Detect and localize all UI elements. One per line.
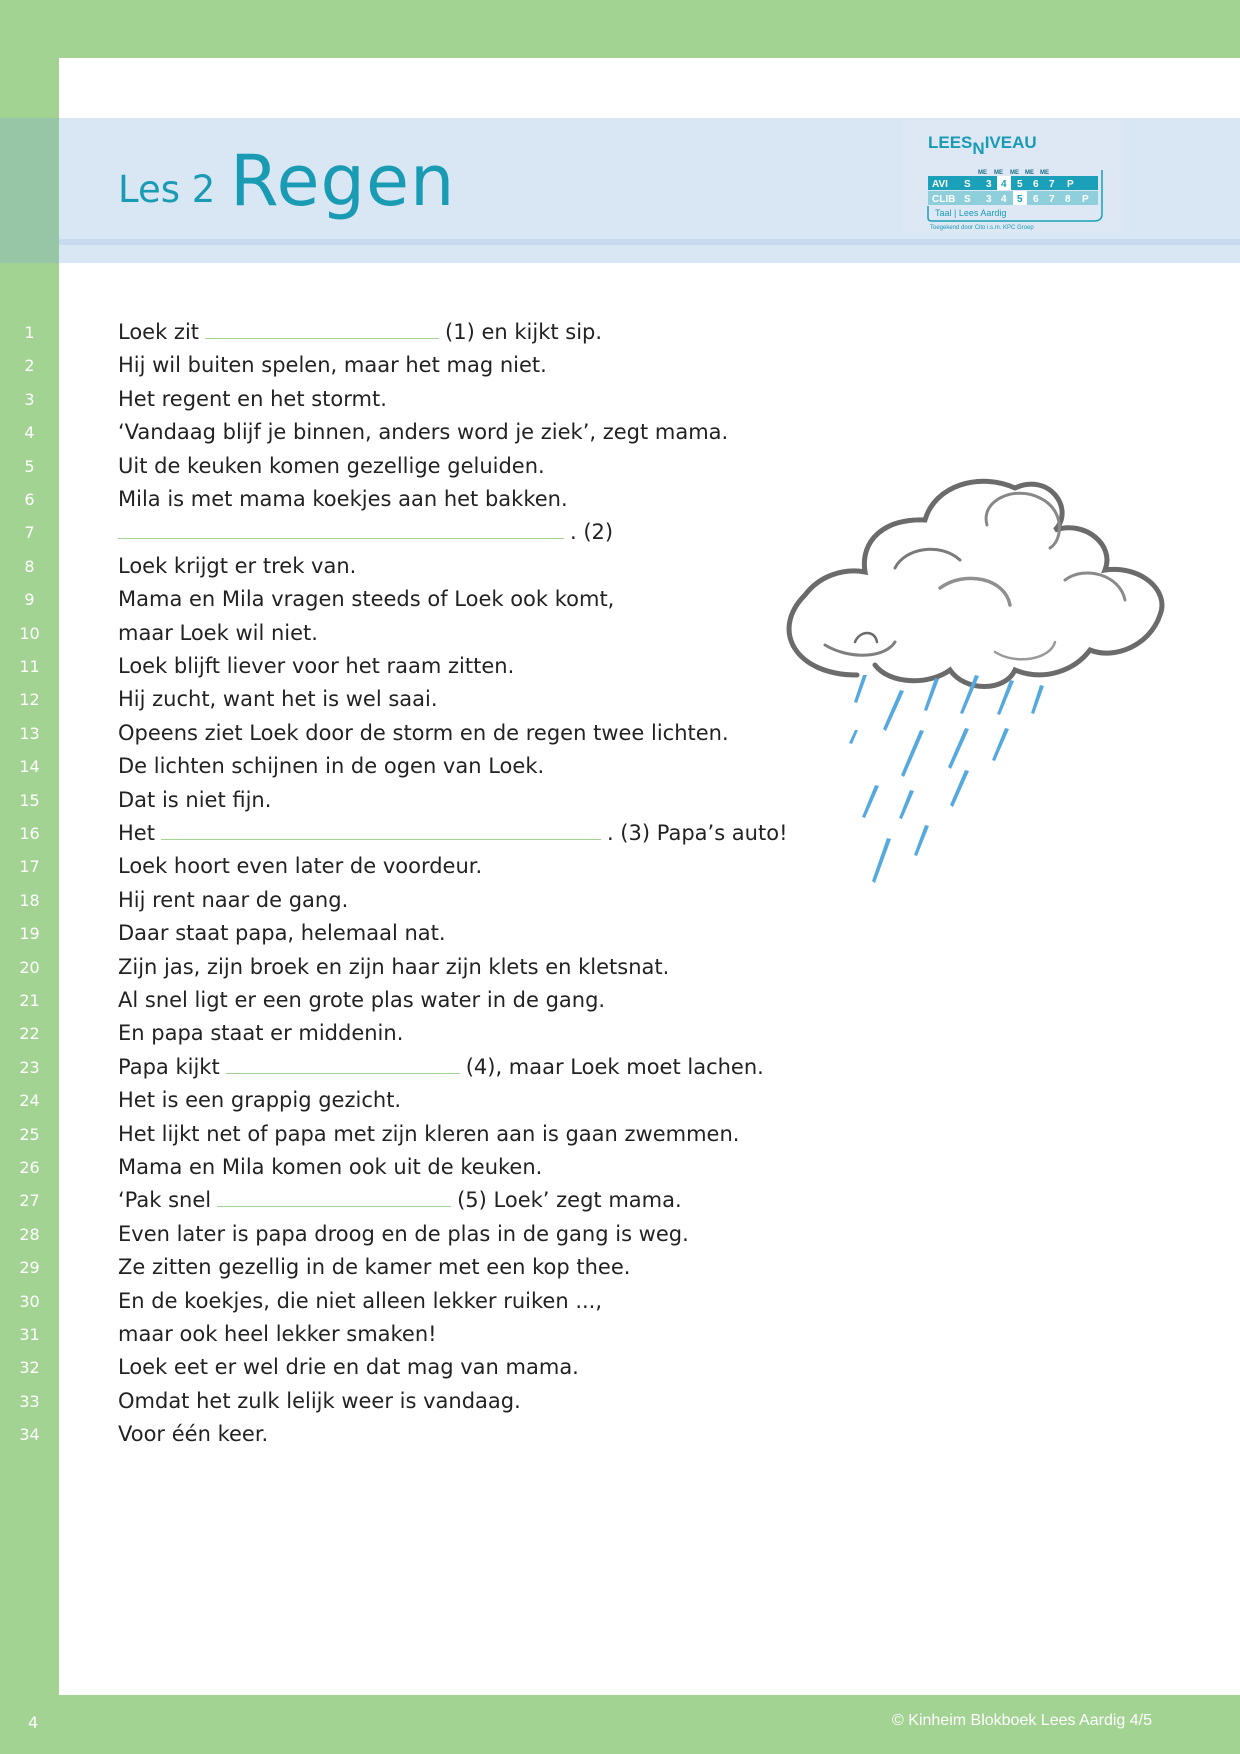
line-number: 11 bbox=[19, 657, 40, 676]
story-line: Even later is papa droog en de plas in de gang is weg. bbox=[118, 1221, 689, 1246]
line-number: 28 bbox=[19, 1224, 40, 1244]
badge-clib-p: P bbox=[1082, 194, 1089, 205]
line-number: 1 bbox=[24, 323, 35, 342]
line-number: 22 bbox=[19, 1024, 40, 1044]
badge-clib-5: 5 bbox=[1017, 194, 1023, 205]
story-line: Het regent en het stormt. bbox=[118, 386, 387, 411]
badge-clib-8: 8 bbox=[1065, 194, 1071, 205]
story-line: Loek hoort even later de voordeur. bbox=[118, 854, 483, 879]
story-line-text: ‘Pak snel bbox=[118, 1188, 212, 1213]
story-line: Hij rent naar de gang. bbox=[118, 887, 349, 912]
line-number: 6 bbox=[24, 490, 35, 509]
badge-me-4: ME bbox=[1040, 170, 1049, 176]
story-line: Daar staat papa, helemaal nat. bbox=[118, 921, 446, 946]
story-line-text: Loek zit bbox=[118, 320, 200, 344]
story-line: Loek eet er wel drie en dat mag van mama. bbox=[118, 1355, 579, 1380]
story-line: En de koekjes, die niet alleen lekker ruiken ..., bbox=[118, 1288, 603, 1313]
story-line bbox=[118, 316, 602, 349]
story-line: Loek blijft liever voor het raam zitten. bbox=[118, 654, 515, 678]
story-line-text: (1) en kijkt sip. bbox=[445, 320, 603, 344]
lesson-title: Regen bbox=[230, 140, 456, 222]
line-number: 5 bbox=[24, 456, 35, 476]
header-stripe bbox=[59, 239, 1240, 245]
story-line: Al snel ligt er een grote plas water in de gang. bbox=[118, 988, 606, 1012]
story-line: Loek krijgt er trek van. bbox=[118, 553, 357, 578]
badge-clib-3: 3 bbox=[986, 194, 992, 205]
story-line: Uit de keuken komen gezellige geluiden. bbox=[118, 453, 545, 478]
badge-clib-s: S bbox=[964, 194, 971, 205]
leesniveau-badge bbox=[902, 120, 1124, 232]
top-frame-border bbox=[0, 0, 1240, 58]
line-number: 23 bbox=[19, 1057, 40, 1077]
story-line-text: (5) Loek’ zegt mama. bbox=[457, 1188, 682, 1213]
story-line: Opeens ziet Loek door de storm en de regen twee lichten. bbox=[118, 720, 729, 745]
badge-avi-label: AVI bbox=[932, 179, 948, 190]
badge-me-3: ME bbox=[1025, 170, 1034, 176]
line-number: 10 bbox=[19, 623, 40, 643]
lesson-number: Les 2 bbox=[118, 168, 216, 211]
badge-subject: Taal | Lees Aardig bbox=[935, 208, 1007, 218]
line-number: 29 bbox=[19, 1258, 40, 1278]
badge-me-0: ME bbox=[978, 170, 987, 176]
badge-brand-part1: LEES bbox=[928, 133, 973, 152]
badge-avi-p: P bbox=[1067, 179, 1074, 190]
line-number: 18 bbox=[19, 890, 40, 910]
badge-brand-part2: IVEAU bbox=[984, 133, 1037, 152]
rain-cloud-icon bbox=[765, 470, 1175, 890]
line-number: 34 bbox=[19, 1425, 40, 1445]
badge-clib-4: 4 bbox=[1001, 194, 1007, 205]
line-number: 21 bbox=[19, 991, 40, 1010]
line-number: 27 bbox=[19, 1191, 40, 1211]
story-line bbox=[118, 817, 787, 850]
badge-clib-label: CLIB bbox=[932, 194, 956, 205]
answer-blank-4[interactable] bbox=[226, 1051, 460, 1074]
story-line: Mama en Mila vragen steeds of Loek ook komt, bbox=[118, 587, 615, 612]
story-line-text: Papa kijkt bbox=[118, 1054, 220, 1079]
line-number: 24 bbox=[19, 1091, 40, 1111]
story-line: De lichten schijnen in de ogen van Loek. bbox=[118, 754, 545, 779]
badge-me-1: ME bbox=[994, 170, 1003, 176]
line-number: 32 bbox=[19, 1358, 40, 1378]
answer-blank-3[interactable] bbox=[161, 817, 601, 840]
badge-avi-s: S bbox=[964, 179, 971, 190]
story-line-text: (4), maar Loek moet lachen. bbox=[465, 1054, 764, 1079]
line-number: 20 bbox=[19, 957, 40, 977]
line-number: 31 bbox=[19, 1325, 40, 1344]
badge-avi-4: 4 bbox=[1001, 179, 1007, 190]
story-line bbox=[118, 1184, 682, 1217]
line-number: 7 bbox=[24, 523, 35, 543]
story-line: Zijn jas, zijn broek en zijn haar zijn klets en kletsnat. bbox=[118, 954, 670, 979]
story-line: Mila is met mama koekjes aan het bakken. bbox=[118, 487, 568, 511]
story-line: Hij zucht, want het is wel saai. bbox=[118, 687, 438, 712]
story-line-text: Het bbox=[118, 821, 155, 845]
story-line bbox=[118, 1051, 764, 1084]
badge-awarded-by: Toegekend door Cito i.s.m. KPC Groep bbox=[930, 225, 1034, 231]
badge-avi-7: 7 bbox=[1049, 179, 1055, 190]
badge-avi-3: 3 bbox=[986, 179, 992, 190]
story-line: ‘Vandaag blijf je binnen, anders word je ziek’, zegt mama. bbox=[118, 420, 729, 445]
answer-blank-5[interactable] bbox=[217, 1184, 451, 1207]
line-number: 30 bbox=[19, 1291, 40, 1311]
line-number: 19 bbox=[19, 924, 40, 944]
answer-blank-2[interactable] bbox=[118, 516, 564, 539]
line-number: 16 bbox=[19, 824, 40, 843]
line-number: 8 bbox=[24, 556, 35, 576]
story-line-text: . (2) bbox=[570, 520, 614, 545]
line-number: 9 bbox=[24, 590, 35, 610]
story-line: Het is een grappig gezicht. bbox=[118, 1088, 402, 1113]
line-number: 26 bbox=[19, 1158, 40, 1177]
line-number: 14 bbox=[19, 757, 40, 777]
line-number: 2 bbox=[24, 356, 35, 376]
badge-avi-6: 6 bbox=[1033, 179, 1039, 190]
line-number: 25 bbox=[19, 1124, 40, 1144]
story-line: Ze zitten gezellig in de kamer met een kop thee. bbox=[118, 1255, 631, 1280]
story-line bbox=[118, 516, 613, 549]
badge-clib-7: 7 bbox=[1049, 194, 1055, 205]
line-number: 17 bbox=[19, 857, 40, 877]
story-line: Het lijkt net of papa met zijn kleren aan is gaan zwemmen. bbox=[118, 1121, 740, 1146]
page-number: 4 bbox=[28, 1713, 39, 1732]
line-number: 13 bbox=[19, 723, 40, 743]
line-number: 15 bbox=[19, 790, 40, 810]
story-line: Mama en Mila komen ook uit de keuken. bbox=[118, 1155, 543, 1179]
badge-clib-6: 6 bbox=[1033, 194, 1039, 205]
badge-avi-5: 5 bbox=[1017, 179, 1023, 190]
story-line: Omdat het zulk lelijk weer is vandaag. bbox=[118, 1388, 521, 1413]
story-line-text: . (3) Papa’s auto! bbox=[606, 821, 788, 845]
badge-brand-letter: N bbox=[972, 139, 985, 158]
answer-blank-1[interactable] bbox=[205, 316, 439, 339]
line-number: 33 bbox=[19, 1391, 40, 1411]
story-line: Dat is niet fijn. bbox=[118, 787, 272, 812]
line-number: 4 bbox=[24, 423, 35, 443]
line-number: 12 bbox=[19, 690, 40, 710]
story-line: maar ook heel lekker smaken! bbox=[118, 1322, 437, 1346]
badge-me-2: ME bbox=[1010, 170, 1019, 176]
header-band-margin bbox=[0, 118, 59, 263]
story-line: Voor één keer. bbox=[118, 1422, 269, 1447]
copyright-notice: © Kinheim Blokboek Lees Aardig 4/5 bbox=[892, 1712, 1152, 1729]
line-number: 3 bbox=[24, 389, 35, 409]
story-line: Hij wil buiten spelen, maar het mag niet. bbox=[118, 353, 547, 378]
story-line: En papa staat er middenin. bbox=[118, 1021, 404, 1046]
story-line: maar Loek wil niet. bbox=[118, 620, 318, 645]
